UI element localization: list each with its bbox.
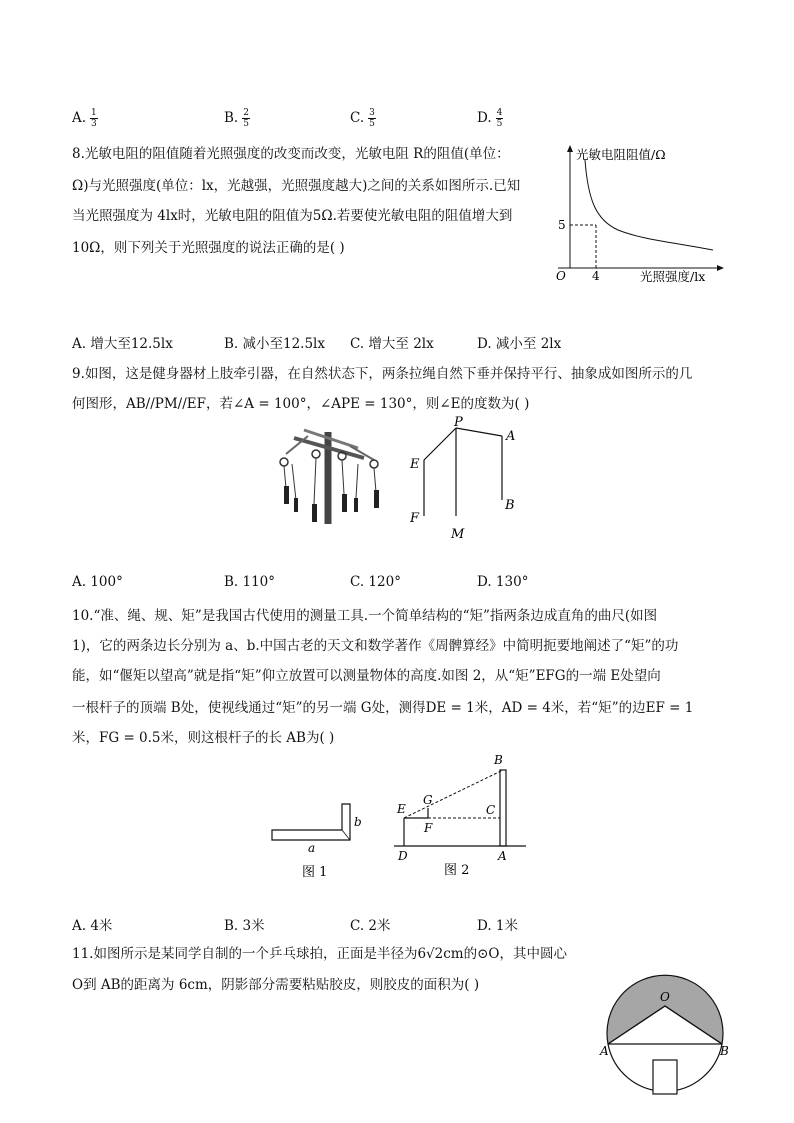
q10-fig1-label-a: a	[308, 841, 316, 855]
q8-stem-line-2: Ω)与光照强度(单位：lx，光越强，光照强度越大)之间的关系如图所示.已知	[72, 178, 521, 194]
q10-stem-line-2: 1)，它的两条边长分别为 a、b.中国古老的天文和数学著作《周髀算经》中简明扼要地阐述了“矩”的功	[72, 638, 679, 654]
q10-option-c: C. 2米	[350, 918, 391, 934]
q8-option-a: A. 增大至12.5lx	[72, 336, 173, 352]
q8-graph	[548, 140, 728, 285]
q8-graph-x-tick: 4	[592, 269, 600, 283]
q10-option-b: B. 3米	[224, 918, 265, 934]
q8-stem-line-1: 8.光敏电阻的阻值随着光照强度的改变而改变，光敏电阻 R的阻值(单位：	[72, 146, 510, 162]
q8-stem-line-3: 当光照强度为 4lx时，光敏电阻的阻值为5Ω.若要使光敏电阻的阻值增大到	[72, 208, 513, 224]
q11-label-b: B	[720, 1044, 729, 1058]
q11-stem-line-2: O到 AB的距离为 6cm，阴影部分需要粘贴胶皮，则胶皮的面积为( )	[72, 977, 480, 993]
q8-graph-y-title: 光敏电阻阻值/Ω	[576, 147, 666, 162]
q9-stem-line-1: 9.如图，这是健身器材上肢牵引器，在自然状态下，两条拉绳自然下垂并保持平行、抽象成如图所示的几	[72, 366, 693, 382]
q10-fig2-label-c: C	[486, 803, 496, 817]
q10-fig2-label-e: E	[397, 802, 406, 816]
q10-fig2-label-a: A	[498, 849, 507, 863]
q9-geometry-figure	[404, 414, 534, 544]
q7-option-c: C. $\frac{3}{5}$	[350, 108, 375, 129]
q8-stem-line-4: 10Ω，则下列关于光照强度的说法正确的是( )	[72, 240, 345, 256]
q11-label-o: O	[660, 990, 670, 1004]
q9-option-b: B. 110°	[224, 574, 276, 590]
q10-fig1-caption: 图 1	[302, 865, 328, 880]
q10-fig2-label-g: G	[423, 793, 433, 807]
q8-option-b: B. 减小至12.5lx	[224, 336, 325, 352]
q9-option-d: D. 130°	[477, 574, 529, 590]
q11-paddle-figure	[598, 936, 732, 1100]
q10-option-a: A. 4米	[72, 918, 113, 934]
q8-graph-origin: O	[556, 269, 566, 283]
q10-stem-line-1: 10.“准、绳、规、矩”是我国古代使用的测量工具.一个简单结构的“矩”指两条边成直角的曲尺(如图	[72, 608, 658, 624]
q11-stem-line-1: 11.如图所示是某同学自制的一个乒乓球拍，正面是半径为6√2cm的⊙O，其中圆心	[72, 946, 567, 962]
q9-option-a: A. 100°	[72, 574, 123, 590]
q10-fig2-label-b: B	[494, 753, 503, 767]
q10-fig2-label-f: F	[424, 821, 433, 835]
q11-label-a: A	[600, 1044, 609, 1058]
q9-label-a: A	[506, 429, 516, 444]
q9-label-e: E	[410, 457, 420, 472]
q9-label-p: P	[454, 415, 463, 430]
q10-stem-line-5: 米，FG = 0.5米，则这根杆子的长 AB为( )	[72, 730, 335, 746]
q9-label-b: B	[505, 498, 515, 513]
q10-fig2-caption: 图 2	[444, 863, 470, 878]
q7-option-d: D. $\frac{4}{5}$	[477, 108, 503, 129]
q10-figure-2	[390, 750, 530, 880]
q9-photo-puller	[274, 424, 384, 528]
q10-figure-1	[266, 800, 366, 884]
q8-option-d: D. 减小至 2lx	[477, 336, 562, 352]
q10-option-d: D. 1米	[477, 918, 519, 934]
q8-option-c: C. 增大至 2lx	[350, 336, 434, 352]
q8-graph-y-tick: 5	[558, 218, 566, 232]
q9-stem-line-2: 何图形，AB//PM//EF，若∠A = 100°，∠APE = 130°，则∠E的度数为( )	[72, 396, 530, 412]
q10-fig1-label-b: b	[354, 815, 362, 829]
q10-stem-line-4: 一根杆子的顶端 B处，使视线通过“矩”的另一端 G处，测得DE = 1米，AD = 4米，若“矩”的边EF = 1	[72, 700, 694, 716]
q9-label-m: M	[451, 527, 465, 542]
q7-option-b: B. $\frac{2}{5}$	[224, 108, 249, 129]
q9-option-c: C. 120°	[350, 574, 401, 590]
q9-label-f: F	[410, 511, 420, 526]
q10-fig2-label-d: D	[398, 849, 408, 863]
q7-option-a: A. $\frac{1}{3}$	[72, 108, 97, 129]
q8-graph-x-title: 光照强度/lx	[640, 269, 706, 284]
q10-stem-line-3: 能，如“偃矩以望高”就是指“矩”仰立放置可以测量物体的高度.如图 2，从“矩”EFG的一端 E处望向	[72, 668, 661, 684]
